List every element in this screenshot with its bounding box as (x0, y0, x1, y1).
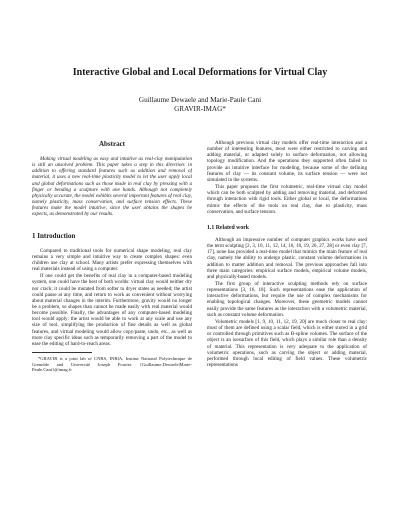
right-column (207, 140, 367, 514)
paper-title: Interactive Global and Local Deformations for Virtual Clay (72, 67, 328, 78)
related-work-paragraph: Although an impressive number of computer graphics works have used the term sculpting [2, 3, 10, 11, 12, 14, 16, 18, 19, 20, 27, 28] or even clay [7, 17], none has provided a real-time model that mimics the main feature of real clay, namely the ability to undergo plastic, constant volume deformations in addition to matter addition and removal. The previous approaches fall into three main categories: empirical surface models, empirical volume models, and physically-based models. (207, 236, 367, 280)
body-paragraph: This paper proposes the first volumetric, real-time virtual clay model which can be both sculpted by adding and removing material, and deformed through interaction with rigid tools. Either global or local, the deformations mimic the effects of the tools on real clay, due to plasticity, mass conservation, and surface tension. (207, 184, 367, 215)
intro-paragraph: If one could get the benefits of real clay in a computer-based modeling system, one could have the best of both worlds: virtual clay would neither dry nor crack; it could be mutated from softer to dryer states as needed; the artist could pause at any time, and return to work as convenient without worrying about material changes in the interim. Furthermore, gravity would no longer be a problem, so shapes than cannot be made easily with real material would become possible. Finally, the advantages of any computer-based modeling tool would apply: the artist would be able to work at any scale and use any size of tool, simplifying the production of fine details as well as global features, and virtual modeling would allow copy/paste, undo, etc., as well as more clay specific ideas such as temporarily removing a part of the model to ease the editing of hard-to-reach areas. (32, 273, 192, 347)
intro-paragraph: Compared to traditional tools for numerical shape modeling, real clay remains a very simple and intuitive way to create complex shapes: even children use clay at school. Many artists prefer expressing themselves with real materials instead of using a computer. (32, 247, 192, 273)
related-work-paragraph: Volumetric models [1, 9, 10, 11, 12, 19, 20] are much closer to real clay: most of them are defined using a scalar field, which is either stored in a grid or controlled through primitives such as B-spline volumes. The surface of the object is an isosurface of this field, which plays a similar role than a density of material. This representation is very adequate to the application of volumetric operations, such as carving the object or adding material, performed through local editing of field values. These volumetric representations (207, 318, 367, 368)
left-column (32, 140, 192, 514)
related-work-paragraph: The first group of interactive sculpting methods rely on surface representations [3, 16, 18]. Such representations ease the application of interactive deformations, but require the use of complex mechanisms for enabling topological changes. Moreover, these geometric models cannot easily provide the same features as the interaction with a volumetric material, such as constant volume deformation. (207, 280, 367, 318)
subsection-heading-related-work: 1.1 Related work (207, 224, 250, 231)
abstract-heading: Abstract (98, 140, 126, 148)
abstract-text: Making virtual modeling as easy and intuitive as real-clay manipulation is still an unsolved problem. This paper takes a step in this direction: in addition to offering standard features such as addition and removal of material, it uses a new real-time plasticity model to let the user apply local and global deformations such as those made in real clay by pressing with a finger or bending a sculpture with one hands. Although not completely physically accurate, the model exhibits several important features of real clay, namely plasticity, mass conservation, and surface tension effects. These features make the model intuitive, since the user obtains the shapes he expects, as demonstrated by our results. (32, 156, 192, 218)
section-heading-introduction: 1 Introduction (32, 231, 76, 240)
footnote: *GRAVIR is a joint lab of CNRS, INRIA, Institut National Polytechnique de Grenoble and Université Joseph Fourier. {Guillaume.Dewaele|Marie-Paule.Cani}@imag.fr (32, 356, 192, 373)
affiliation: GRAVIR-IMAG* (174, 105, 226, 113)
body-paragraph: Although previous virtual clay models offer real-time interaction and a number of interesting features, most were either restricted to carving and adding material, or adapted solely to surface deformation, not allowing topology modification. And the operations they supported often failed to provide an intuitive interface for modeling, because some of the defining features of clay — its constant volume, its surface tension — were not simulated in the systems. (207, 140, 367, 183)
author-list: Guillaume Dewaele and Marie-Paule Cani (138, 96, 262, 104)
footnote-divider (32, 352, 92, 353)
